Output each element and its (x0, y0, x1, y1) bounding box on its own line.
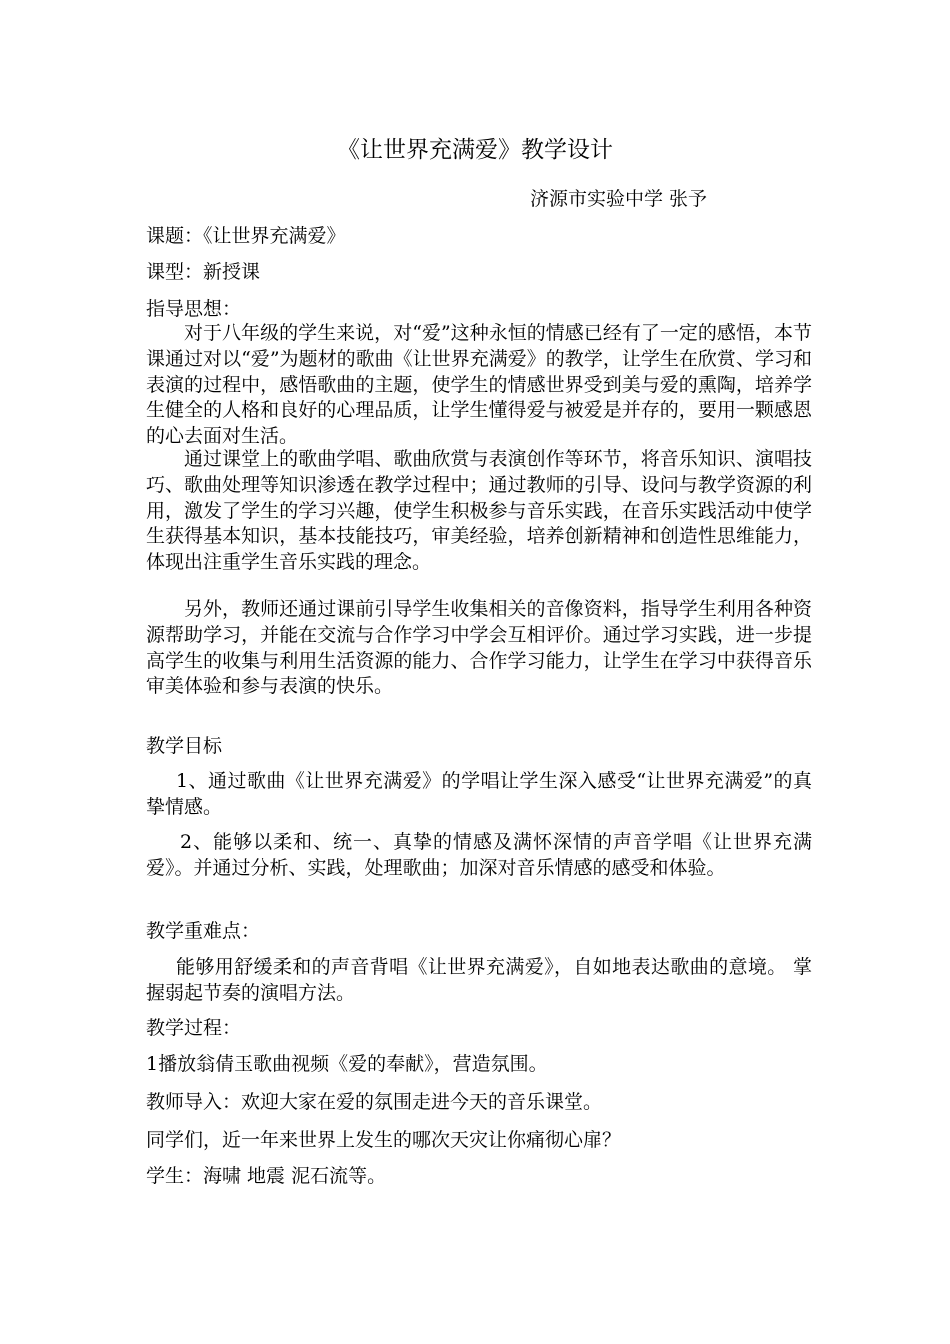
key-points-heading: 教学重难点： (146, 920, 261, 942)
objectives-heading: 教学目标 (146, 735, 223, 757)
topic-line: 课题：《让世界充满爱》 (146, 225, 346, 247)
process-line: 同学们，近一年来世界上发生的哪次天灾让你痛彻心扉？ (146, 1129, 622, 1151)
process-line: 教师导入：欢迎大家在爱的氛围走进今天的音乐课堂。 (146, 1091, 603, 1113)
guiding-heading: 指导思想： (146, 298, 242, 320)
lesson-type-line: 课型：新授课 (146, 261, 261, 283)
author-line: 济源市实验中学 张予 (530, 188, 708, 210)
guiding-paragraph: 另外，教师还通过课前引导学生收集相关的音像资料，指导学生利用各种资源帮助学习，并能在交流与合作学习中学会互相评价。通过学习实践，进一步提高学生的收集与利用生活资源的能力、合作学习能力，让学生在学习中获得音乐审美体验和参与表演的快乐。 (146, 598, 812, 698)
objective-item: 1、通过歌曲《让世界充满爱》的学唱让学生深入感受“让世界充满爱”的真挚情感。 (146, 770, 812, 818)
process-heading: 教学过程： (146, 1017, 242, 1039)
process-line: 1播放翁倩玉歌曲视频《爱的奉献》，营造氛围。 (146, 1053, 548, 1075)
objective-item: 2、能够以柔和、统一、真挚的情感及满怀深情的声音学唱《让世界充满爱》。并通过分析、实践，处理歌曲；加深对音乐情感的感受和体验。 (146, 831, 812, 879)
process-line: 学生：海啸 地震 泥石流等。 (146, 1165, 387, 1187)
document-title: 《让世界充满爱》教学设计 (337, 137, 613, 163)
guiding-paragraph: 对于八年级的学生来说，对“爱”这种永恒的情感已经有了一定的感悟，本节课通过对以“爱”为题材的歌曲《让世界充满爱》的教学，让学生在欣赏、学习和表演的过程中，感悟歌曲的主题，使学生的情感世界受到美与爱的熏陶，培养学生健全的人格和良好的心理品质，让学生懂得爱与被爱是并存的，要用一颗感恩的心去面对生活。 (146, 322, 812, 448)
guiding-paragraph: 通过课堂上的歌曲学唱、歌曲欣赏与表演创作等环节，将音乐知识、演唱技巧、歌曲处理等知识渗透在教学过程中；通过教师的引导、设问与教学资源的利用，激发了学生的学习兴趣，使学生积极参与音乐实践，在音乐实践活动中使学生获得基本知识，基本技能技巧，审美经验，培养创新精神和创造性思维能力，体现出注重学生音乐实践的理念。 (146, 448, 812, 574)
key-points-text: 能够用舒缓柔和的声音背唱《让世界充满爱》，自如地表达歌曲的意境。 掌握弱起节奏的演唱方法。 (146, 956, 812, 1004)
